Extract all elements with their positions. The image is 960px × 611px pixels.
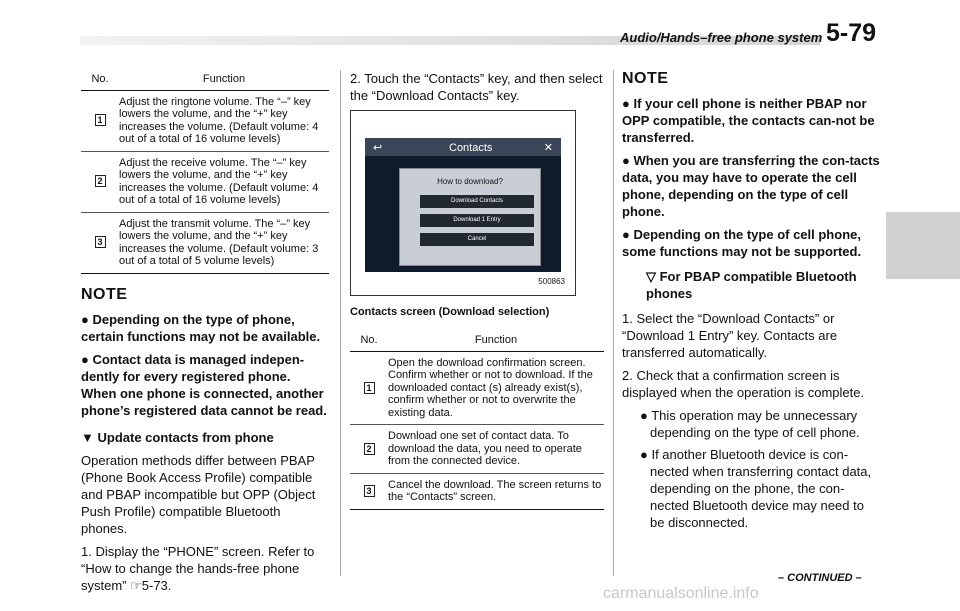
download-dialog [399, 168, 541, 266]
step: 1. Display the “PHONE” screen. Refer to “How to change the hands-free phone system” ☞5-73. [81, 543, 315, 593]
column-middle [350, 70, 604, 510]
callout-number: 3 [364, 485, 375, 497]
table-row [81, 90, 329, 151]
contacts-screenshot [350, 110, 576, 296]
table-header-no: No. [81, 70, 119, 90]
table-cell: Adjust the receive volume. The “–” key lowers the volume, and the “+” key increases the volume. (Default volume: 4 out of a total of 16 volume levels) [119, 151, 329, 212]
callout-number: 3 [95, 236, 106, 248]
image-id: 500863 [538, 277, 565, 286]
callout-number: 1 [95, 114, 106, 126]
list-item: ● This operation may be unnecessary depending on the type of cell phone. [640, 408, 860, 440]
watermark: carmanualsonline.info [603, 585, 759, 602]
note-heading: NOTE [622, 70, 669, 87]
table-row [350, 425, 604, 474]
cancel-button[interactable]: Cancel [420, 233, 534, 246]
step: 1. Select the “Download Contacts” or “Download 1 Entry” key. Contacts are transferred automatically. [622, 311, 838, 360]
table-cell: Open the download confirmation screen. Confirm whether or not to download. If the downloaded contact (s) already exist(s), confirm whether or not to overwrite the existing data. [388, 351, 604, 425]
table-row [350, 351, 604, 425]
page-number: 5-79 [826, 19, 877, 47]
table-row [350, 473, 604, 509]
paragraph: Operation methods differ between PBAP (Phone Book Access Profile) compatible and PBAP incompatible but OPP (Object Push Profile) compatible Bluetooth phones. [81, 452, 316, 536]
note-item: ● Depending on the type of cell phone, some functions may not be supported. [622, 227, 862, 259]
screen-title: Contacts [449, 142, 493, 154]
column-divider [613, 70, 614, 576]
download-table [350, 331, 604, 510]
dialog-title: How to download? [437, 177, 503, 186]
display-screen [365, 138, 561, 272]
close-icon: ✕ [543, 142, 553, 154]
chapter-tab [886, 212, 960, 279]
table-cell: Adjust the transmit volume. The “–” key lowers the volume, and the “+” key increases the volume. (Default volume: 3 out of a total of 5 volume levels) [119, 212, 329, 273]
download-entry-button[interactable]: Download 1 Entry [420, 214, 534, 227]
note-heading: NOTE [81, 285, 128, 303]
subheading: ▼ Update contacts from phone [81, 429, 274, 445]
callout-number: 2 [364, 443, 375, 455]
column-right [622, 70, 880, 536]
volume-table [81, 70, 329, 274]
step: 2. Check that a confirmation screen is displayed when the operation is complete. [622, 368, 865, 400]
list-item: ● If another Bluetooth device is con-nected when transferring contact data, depending on the phone, the con-nected Bluetooth device may need to be disconnected. [640, 447, 872, 530]
section-title: Audio/Hands–free phone system [620, 30, 823, 45]
note-item: ● Contact data is managed indepen-dently for every registered phone. When one phone is connected, another phone’s registered data cannot be read. [81, 351, 327, 418]
note-item: ● Depending on the type of phone, certain functions may not be available. [81, 311, 321, 344]
table-header-no: No. [350, 331, 388, 351]
note-item: ● When you are transferring the con-tacts data, you may have to operate the cell phone, depending on the type of cell phone. [622, 153, 880, 219]
bullet-list [622, 407, 880, 531]
table-cell: Download one set of contact data. To download the data, you need to operate from the connected device. [388, 425, 604, 474]
table-row [81, 212, 329, 273]
subheading: ▽ For PBAP compatible Bluetooth phones [646, 269, 857, 301]
table-cell: Cancel the download. The screen returns to the “Contacts” screen. [388, 473, 604, 509]
note-item: ● If your cell phone is neither PBAP nor OPP compatible, the contacts can-not be transferred. [622, 96, 875, 145]
table-cell: Adjust the ringtone volume. The “–” key lowers the volume, and the “+” key increases the volume. (Default volume: 4 out of a total of 16 volume levels) [119, 90, 329, 151]
callout-number: 2 [95, 175, 106, 187]
continued-label: – CONTINUED – [778, 572, 862, 584]
figure-caption: Contacts screen (Download selection) [350, 306, 550, 318]
callout-number: 1 [364, 382, 375, 394]
column-divider [340, 70, 341, 576]
step: 2. Touch the “Contacts” key, and then select the “Download Contacts” key. [350, 71, 603, 103]
back-icon: ↩ [373, 142, 383, 154]
table-header-function: Function [388, 331, 604, 351]
table-row [81, 151, 329, 212]
column-left [81, 70, 329, 600]
table-header-function: Function [119, 70, 329, 90]
download-contacts-button[interactable]: Download Contacts [420, 195, 534, 208]
